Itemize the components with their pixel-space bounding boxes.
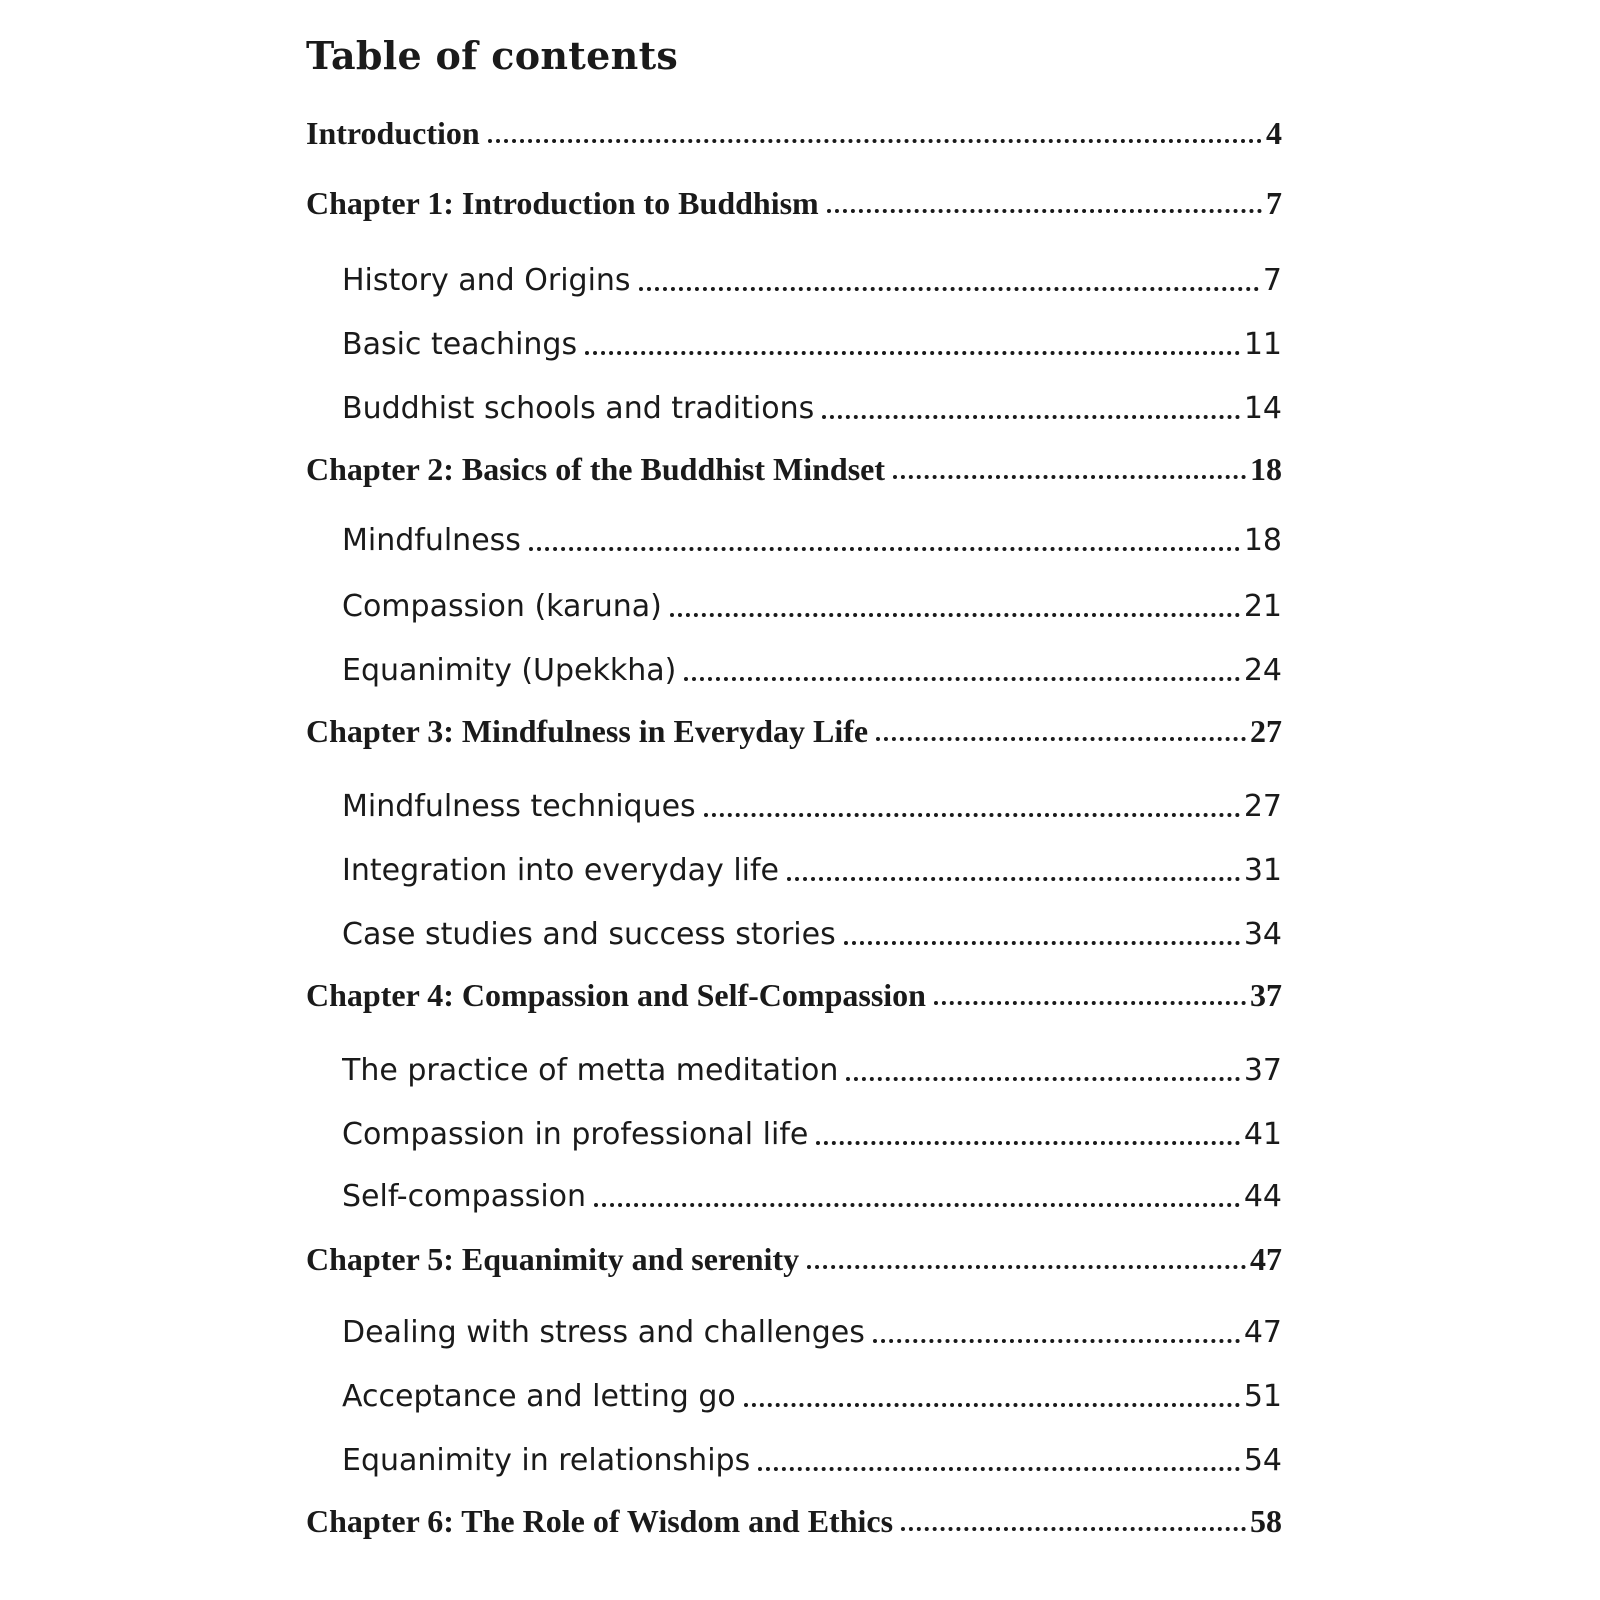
toc-entry-label: Chapter 4: Compassion and Self-Compassion — [306, 977, 926, 1013]
toc-entry-page-number: 37 — [1250, 977, 1282, 1013]
dot-leader — [901, 1527, 1246, 1531]
dot-leader — [744, 1403, 1240, 1407]
toc-entry-acceptance-letting-go[interactable] — [342, 1372, 1282, 1416]
toc-entry-integration-everyday-life[interactable] — [342, 846, 1282, 890]
toc-entry-label: Compassion in professional life — [342, 1117, 809, 1152]
toc-entry-page-number: 21 — [1243, 589, 1282, 624]
toc-entry-label: Chapter 1: Introduction to Buddhism — [306, 185, 819, 221]
dot-leader — [846, 1077, 1239, 1081]
toc-entry-page-number: 24 — [1243, 653, 1282, 688]
dot-leader — [934, 1001, 1246, 1005]
dot-leader — [873, 1339, 1240, 1343]
dot-leader — [704, 813, 1240, 817]
toc-entry-label: The practice of metta meditation — [342, 1053, 839, 1088]
toc-entry-case-studies[interactable] — [342, 910, 1282, 954]
toc-entry-label: Chapter 6: The Role of Wisdom and Ethics — [306, 1503, 894, 1539]
dot-leader — [893, 475, 1246, 479]
dot-leader — [827, 209, 1262, 213]
toc-entry-label: Chapter 5: Equanimity and serenity — [306, 1241, 800, 1277]
toc-entry-label: Introduction — [306, 115, 480, 151]
toc-entry-page-number: 47 — [1243, 1315, 1282, 1350]
toc-entry-label: Compassion (karuna) — [342, 589, 662, 624]
toc-entry-page-number: 27 — [1243, 789, 1282, 824]
dot-leader — [758, 1467, 1240, 1471]
toc-entry-label: Basic teachings — [342, 327, 578, 362]
toc-entry-label: Case studies and success stories — [342, 917, 836, 952]
toc-entry-label: Mindfulness — [342, 523, 521, 558]
toc-entry-label: Equanimity (Upekkha) — [342, 653, 677, 688]
toc-entry-page-number: 18 — [1250, 451, 1282, 487]
toc-entry-page-number: 7 — [1266, 185, 1282, 221]
toc-entry-page-number: 54 — [1243, 1443, 1282, 1478]
toc-entry-compassion-karuna[interactable] — [342, 582, 1282, 626]
toc-entry-chapter-4[interactable] — [306, 970, 1282, 1014]
toc-entry-label: Chapter 3: Mindfulness in Everyday Life — [306, 713, 869, 749]
toc-entry-mindfulness-techniques[interactable] — [342, 782, 1282, 826]
toc-entry-metta-meditation[interactable] — [342, 1046, 1282, 1090]
toc-entry-page-number: 4 — [1266, 115, 1282, 151]
toc-entry-label: Dealing with stress and challenges — [342, 1315, 865, 1350]
dot-leader — [816, 1141, 1239, 1145]
dot-leader — [585, 351, 1240, 355]
toc-entry-page-number: 14 — [1243, 391, 1282, 426]
toc-entry-page-number: 51 — [1243, 1379, 1282, 1414]
toc-entry-equanimity-relationships[interactable] — [342, 1436, 1282, 1480]
dot-leader — [594, 1203, 1240, 1207]
toc-entry-chapter-6[interactable] — [306, 1496, 1282, 1540]
toc-entry-compassion-professional-life[interactable] — [342, 1110, 1282, 1154]
page-title: Table of contents — [306, 33, 679, 78]
toc-entry-page-number: 34 — [1243, 917, 1282, 952]
toc-entry-chapter-1[interactable] — [306, 178, 1282, 222]
toc-entry-page-number: 41 — [1243, 1117, 1282, 1152]
toc-entry-self-compassion[interactable] — [342, 1172, 1282, 1216]
toc-entry-label: Mindfulness techniques — [342, 789, 696, 824]
toc-entry-basic-teachings[interactable] — [342, 320, 1282, 364]
dot-leader — [639, 287, 1259, 291]
toc-entry-chapter-5[interactable] — [306, 1234, 1282, 1278]
toc-entry-page-number: 11 — [1243, 327, 1282, 362]
toc-entry-chapter-2[interactable] — [306, 444, 1282, 488]
toc-entry-page-number: 58 — [1250, 1503, 1282, 1539]
toc-entry-label: Acceptance and letting go — [342, 1379, 736, 1414]
toc-entry-mindfulness[interactable] — [342, 516, 1282, 560]
toc-entry-page-number: 47 — [1250, 1241, 1282, 1277]
dot-leader — [844, 941, 1240, 945]
toc-entry-label: Integration into everyday life — [342, 853, 780, 888]
toc-entry-buddhist-schools[interactable] — [342, 384, 1282, 428]
toc-entry-label: History and Origins — [342, 263, 631, 298]
toc-entry-history-and-origins[interactable] — [342, 256, 1282, 300]
dot-leader — [529, 547, 1240, 551]
toc-entry-equanimity-upekkha[interactable] — [342, 646, 1282, 690]
toc-entry-page-number: 7 — [1262, 263, 1282, 298]
dot-leader — [488, 139, 1262, 143]
toc-entry-page-number: 18 — [1243, 523, 1282, 558]
dot-leader — [684, 677, 1239, 681]
toc-entry-label: Self-compassion — [342, 1179, 587, 1214]
dot-leader — [822, 415, 1240, 419]
dot-leader — [807, 1265, 1246, 1269]
dot-leader — [876, 737, 1246, 741]
toc-entry-page-number: 27 — [1250, 713, 1282, 749]
toc-entry-dealing-with-stress[interactable] — [342, 1308, 1282, 1352]
toc-entry-introduction[interactable] — [306, 108, 1282, 152]
toc-entry-label: Buddhist schools and traditions — [342, 391, 815, 426]
toc-entry-chapter-3[interactable] — [306, 706, 1282, 750]
toc-entry-page-number: 44 — [1243, 1179, 1282, 1214]
dot-leader — [670, 613, 1240, 617]
toc-entry-label: Chapter 2: Basics of the Buddhist Mindset — [306, 451, 886, 487]
toc-entry-page-number: 31 — [1243, 853, 1282, 888]
toc-entry-label: Equanimity in relationships — [342, 1443, 751, 1478]
dot-leader — [787, 877, 1240, 881]
toc-entry-page-number: 37 — [1243, 1053, 1282, 1088]
